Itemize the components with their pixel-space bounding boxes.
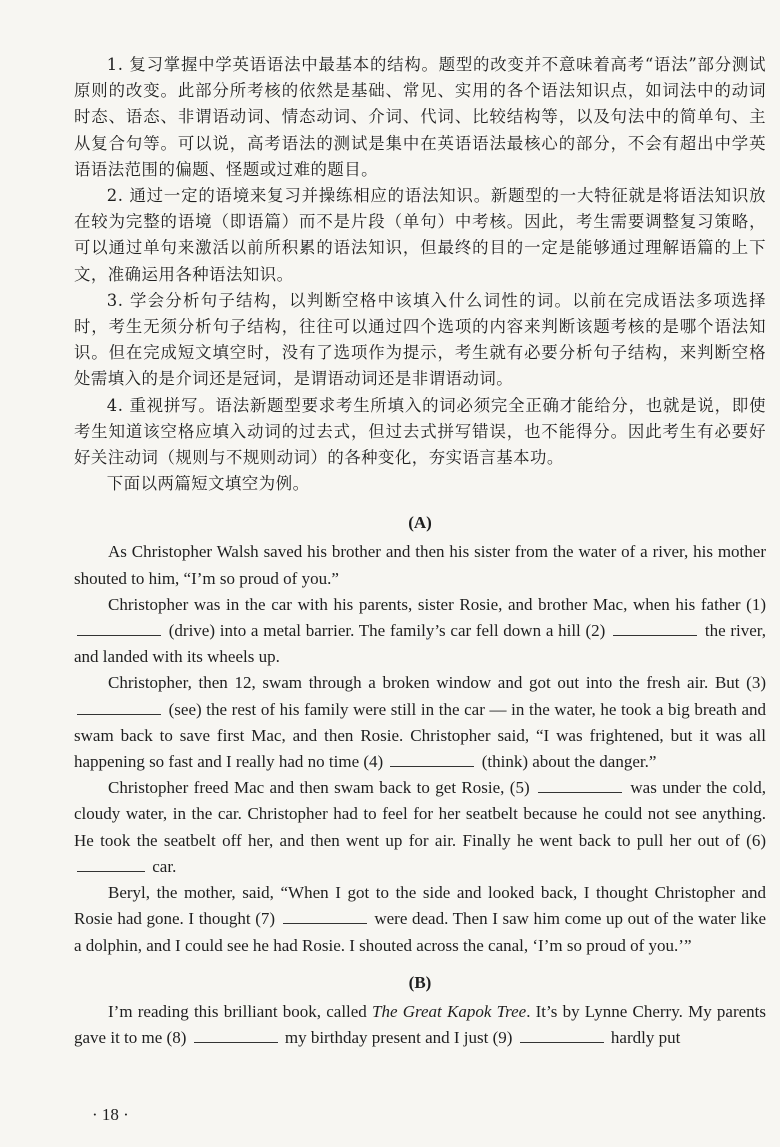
text-span: (think) about the danger.” [481,752,657,772]
intro-paragraph-3: 3. 学会分析句子结构，以判断空格中该填入什么词性的词。以前在完成语法多项选择时，考生无须分析句子结构，往往可以通过四个选项的内容来判断该题考核的是哪个语法知识。但在完成短文填空时，没有了选项作为提示，考生就有必要分析句子结构，来判断空格处需填入的是介词还是冠词，是谓语动词还是非谓语动词。 [74,290,766,389]
intro-paragraph-1: 1. 复习掌握中学英语语法中最基本的结构。题型的改变并不意味着高考“语法”部分测试原则的改变。此部分所考核的依然是基础、常见、实用的各个语法知识点，如词法中的动词时态、语态、非谓语动词、情态动词、介词、代词、比较结构等，以及句法中的简单句、主从复合句等。可以说，高考语法的测试是集中在英语语法最核心的部分，不会有超出中学英语语法范围的偏题、怪题或过难的题目。 [74,55,766,179]
blank-7[interactable] [283,909,367,924]
blank-5[interactable] [538,778,622,793]
text-span: my birthday present and I just (9) [284,1027,513,1047]
text-span: I’m reading this brilliant book, called [108,1001,367,1021]
blank-6[interactable] [77,857,145,872]
passage-a-paragraph-5 [74,880,766,959]
passage-b-title: (B) [408,972,432,992]
text-span: (see) the rest of his family were still in the car — in the water, he took a big breath and swam back to save first Mac, and then Rosie. Christopher said, “I was frightened, but it was all happening so fast and I really had no time (4) [74,699,766,772]
page-number: · 18 · [92,1105,129,1124]
passage-a-paragraph-4 [74,775,766,880]
book-title: The Great Kapok Tree [372,1001,527,1021]
text-span: the river, and landed with its wheels up. [74,621,767,667]
text-span: Christopher, then 12, swam through a broken window and got out into the fresh air. But (3) [108,673,766,693]
blank-3[interactable] [77,700,161,715]
intro-paragraph-5: 下面以两篇短文填空为例。 [106,474,310,494]
passage-a-paragraph-2 [74,592,766,671]
text-span: (drive) into a metal barrier. The family’s car fell down a hill (2) [168,621,606,641]
intro-paragraph-2: 2. 通过一定的语境来复习并操练相应的语法知识。新题型的一大特征就是将语法知识放在较为完整的语境（即语篇）而不是片段（单句）中考核。因此，考生需要调整复习策略，可以通过单句来激活以前所积累的语法知识，但最终的目的一定是能够通过理解语篇的上下文，准确运用各种语法知识。 [74,186,766,284]
blank-2[interactable] [613,621,697,636]
text-span: Christopher was in the car with his parents, sister Rosie, and brother Mac, when his father (1) [108,594,766,614]
text-span: hardly put [610,1027,681,1047]
text-span: car. [152,856,177,876]
passage-a-paragraph-3 [74,670,766,775]
page-body [74,52,766,1051]
blank-1[interactable] [77,621,161,636]
passage-a-paragraph-1: As Christopher Walsh saved his brother and then his sister from the water of a river, his mother shouted to him, “I’m so proud of you.” [74,542,766,588]
passage-b-paragraph-1 [74,999,766,1051]
blank-8[interactable] [194,1028,278,1043]
text-span: . It’s by Lynne Cherry. My parents gave it to me (8) [74,1001,766,1047]
passage-a-title: (A) [408,513,432,533]
text-span: Christopher freed Mac and then swam back to get Rosie, (5) [108,778,530,798]
blank-9[interactable] [520,1028,604,1043]
text-span: was under the cold, cloudy water, in the car. Christopher had to feel for her seatbelt because he could not see anything. He took the seatbelt off her, and then went up for air. Finally he went back to pull her out of (6) [74,778,767,850]
intro-paragraph-4: 4. 重视拼写。语法新题型要求考生所填入的词必须完全正确才能给分，也就是说，即使考生知道该空格应填入动词的过去式，但过去式拼写错误，也不能得分。因此考生有必要好好关注动词（规则与不规则动词）的各种变化，夯实语言基本功。 [74,395,766,468]
blank-4[interactable] [390,752,474,767]
text-span: were dead. Then I saw him come up out of the water like a dolphin, and I could see he had Rosie. I shouted across the canal, ‘I’m so proud of you.’” [74,909,767,955]
text-span: Beryl, the mother, said, “When I got to the side and looked back, I thought Christopher and Rosie had gone. I thought (7) [74,883,766,929]
